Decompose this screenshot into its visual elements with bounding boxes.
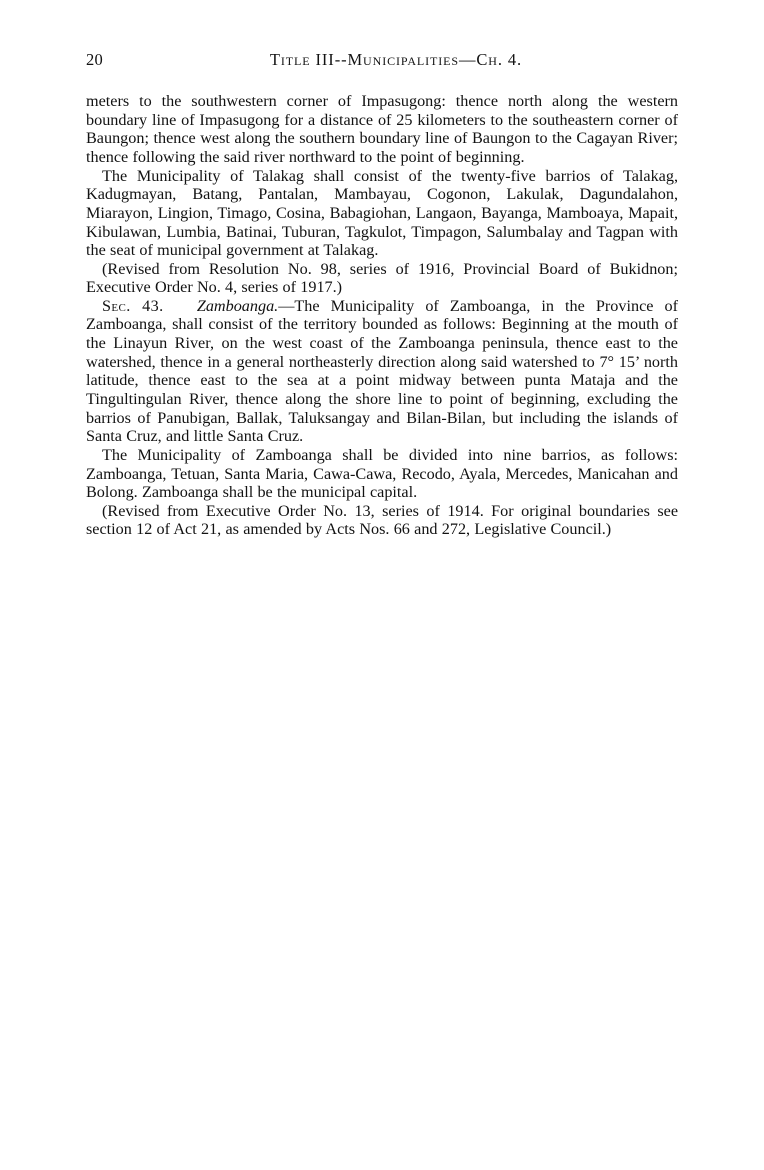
paragraph-zamboanga-barrios: The Municipality of Zamboanga shall be divided into nine barrios, as follows: Zamboanga, Tetuan, Santa Maria, Cawa-Cawa, Recodo, Ayala, Mercedes, Manicahan and Bolong. Zamboanga shall be the municipal capital. (86, 445, 678, 502)
section-lead-spacer (164, 297, 197, 315)
body-text-block (86, 92, 678, 539)
paragraph-zamboanga-citation: (Revised from Executive Order No. 13, series of 1914. For original boundaries see section 12 of Act 21, as amended by Acts Nos. 66 and 272, Legislative Council.) (86, 501, 678, 539)
paragraph-sec-43-zamboanga (86, 297, 678, 446)
paragraph-talakag-barrios: The Municipality of Talakag shall consist of the twenty-five barrios of Talakag, Kadugmayan, Batang, Pantalan, Mambayau, Cogonon, Lakulak, Dagundalahon, Miarayon, Lingion, Timago, Cosina, Babagiohan, Langaon, Bayanga, Mamboaya, Mapait, Kibulawan, Lumbia, Batinai, Tuburan, Tagkulot, Timpagon, Salumbalay and Tagpan with the seat of municipal government at Talakag. (86, 166, 678, 260)
section-title-zamboanga: Zamboanga. (196, 296, 279, 315)
page-number: 20 (86, 50, 104, 69)
section-number-label: Sec. 43. (102, 296, 164, 315)
running-head (86, 48, 678, 72)
running-head-title: Title III--Municipalities—Ch. 4. (269, 50, 523, 69)
paragraph-talakag-citation: (Revised from Resolution No. 98, series of 1916, Provincial Board of Bukidnon; Executive Order No. 4, series of 1917.) (86, 259, 678, 297)
paragraph-impasugong-boundary: meters to the southwestern corner of Impasugong: thence north along the western boundary line of Impasugong for a distance of 25 kilometers to the southeastern corner of Baungon; thence west along the southern boundary line of Baungon to the Cagayan River; thence following the said river northward to the point of beginning. (86, 92, 678, 166)
section-body-text: —The Municipality of Zamboanga, in the Province of Zamboanga, shall consist of the territory bounded as follows: Beginning at the mouth of the Linayun River, on the west coast of the Zamboanga peninsula, thence east to the watershed, thence in a general northeasterly direction along said watershed to 7° 15’ north latitude, thence east to the sea at a point midway between punta Mataja and the Tingultingulan River, thence along the shore line to point of beginning, excluding the barrios of Panubigan, Ballak, Taluksangay and Bilan-Bilan, but including the islands of Santa Cruz, and little Santa Cruz. (86, 296, 678, 446)
